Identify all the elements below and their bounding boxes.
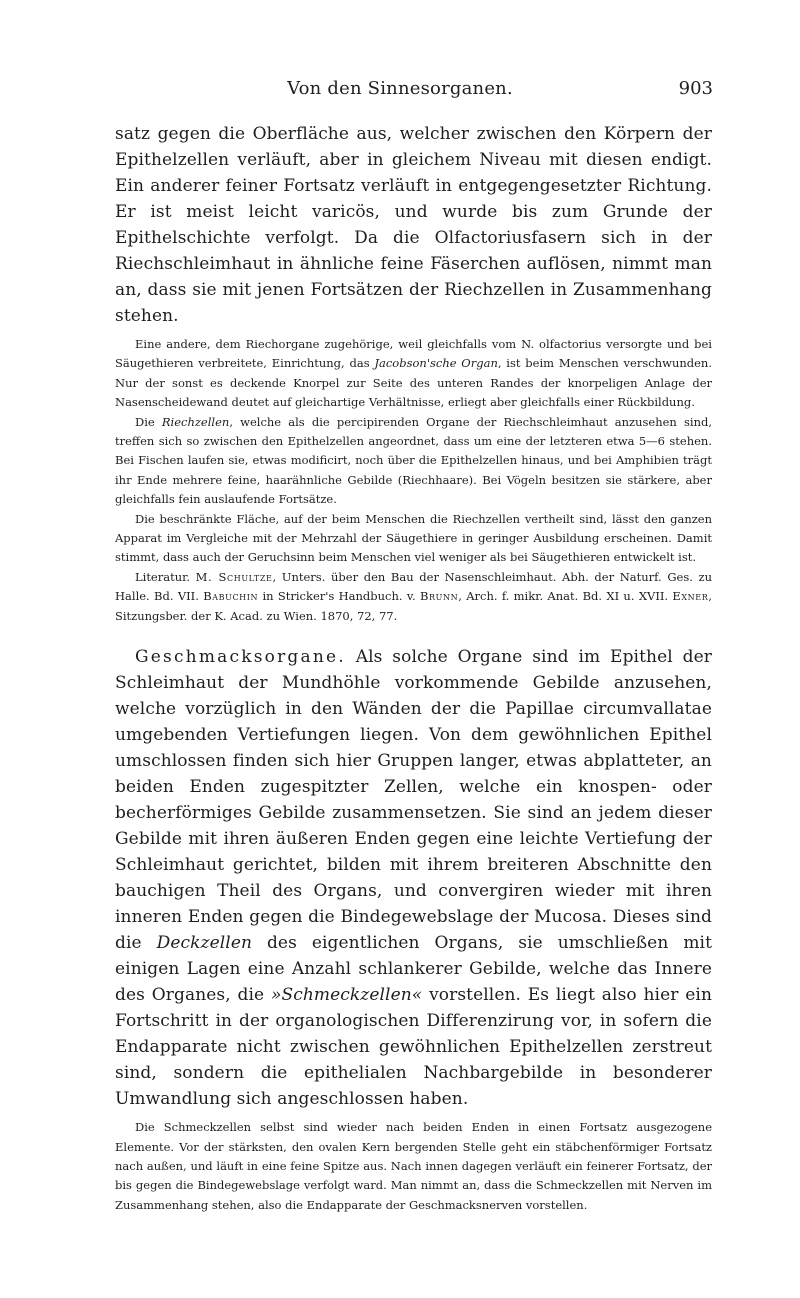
text-run: Eine andere, dem Riechorgane zugehörige, weil gleichfalls vom N. olfactorius versorgte und bei Säugethieren verbreitete, Einrichtung, das [115,337,712,371]
body-paragraph: satz gegen die Oberfläche aus, welcher zwischen den Körpern der Epithelzellen verläuft, aber in gleichem Niveau mit diesen endigt. Ein anderer feiner Fortsatz verläuft in entgegengesetzter Richtung. Er ist meist leicht varicös, und wurde bis zum Grunde der Epithelschichte verfolgt. Da die Olfactoriusfasern sich in der Riechschleimhaut in ähnliche feine Fäserchen auflösen, nimmt man an, dass sie mit jenen Fortsätzen der Riechzellen in Zusammenhang stehen. [115,124,712,326]
footnote-paragraph: Die Schmeckzellen selbst sind wieder nach beiden Enden in einen Fortsatz ausgezogene Elemente. Vor der stärksten, den ovalen Kern bergenden Stelle geht ein stäbchenförmiger Fortsatz nach außen, und läuft in eine feine Spitze aus. Nach innen dagegen verläuft ein feinerer Fortsatz, der bis gegen die Bindegewebslage verfolgt ward. Man nimmt an, dass die Schmeckzellen mit Nerven im Zusammenhang stehen, also die Endapparate der Geschmacksnerven vorstellen. [115,1120,712,1212]
author-name: Exner [672,589,709,604]
text-run: Als solche Organe sind im Epithel der Schleimhaut der Mundhöhle vorkommende Gebilde anzusehen, welche vorzüglich in den Wänden der die Papillae circumvallatae umgebenden Vertiefungen liegen. Von dem gewöhnlichen Epithel umschlossen finden sich hier Gruppen langer, etwas abplatteter, an beiden Enden zugespitzter Zellen, welche ein knospen- oder becherförmiges Gebilde zusammensetzen. Sie sind an jedem dieser Gebilde mit ihren äußeren Enden gegen eine leichte Vertiefung der Schleimhaut gerichtet, bilden mit ihrem breiteren Abschnitte den bauchigen Theil des Organs, und convergiren wieder mit ihren inneren Enden gegen die Bindegewebslage der Mucosa. Dieses sind die [115,647,712,954]
text-run: in Stricker's Handbuch. v. [258,589,420,604]
author-name: M. Schultze [195,569,273,584]
page-header [0,76,800,102]
text-run: , Arch. f. mikr. Anat. Bd. XI u. XVII. [458,589,673,604]
footnote-paragraph: Die beschränkte Fläche, auf der beim Menschen die Riechzellen vertheilt sind, lässt den ganzen Apparat im Vergleiche mit der Mehrzahl der Säugethiere in geringer Ausbildung erscheinen. Damit stimmt, dass auch der Geruchsinn beim Menschen viel weniger als bei Säugethieren entwickelt ist. [115,511,712,565]
section-heading: Geschmacksorgane. [135,647,346,668]
author-name: Brunn [420,589,459,604]
text-run: , Sitzungsber. der K. Acad. zu Wien. 1870, 72, 77. [115,589,713,623]
text-run: , welche als die percipirenden Organe der Riechschleimhaut anzusehen sind, treffen sich so zwischen den Epithelzellen angeordnet, dass um eine der letzteren etwa 5—6 stehen. Bei Fischen laufen sie, etwas modificirt, noch über die Epithelzellen hinaus, und bei Amphibien trägt ihr Ende mehrere feine, haarähnliche Gebilde (Riechhaare). Bei Vögeln besitzen sie stärkere, aber gleichfalls fein auslaufende Fortsätze. [115,414,712,507]
text-run: vorstellen. Es liegt also hier ein Fortschritt in der organologischen Differenzirung vor, in sofern die Endapparate nicht zwischen gewöhnlichen Epithelzellen zerstreut sind, sondern die epithelialen Nachbargebilde in besonderer Umwandlung sich angeschlossen haben. [115,985,712,1110]
italic-term: Riechzellen [161,414,230,429]
page-body [115,121,712,1215]
text-run: , ist beim Menschen verschwunden. Nur der sonst es deckende Knorpel zur Seite des unteren Randes der knorpeligen Anlage der Nasenscheidewand deutet auf gleichartige Verhältnisse, erliegt aber gleichfalls einer Rückbildung. [115,356,712,410]
footnote-paragraph [115,413,712,510]
literature-label: Literatur. [135,569,191,584]
page-number: 903 [678,78,713,99]
text-run: Die [135,414,162,429]
italic-term: »Schmeckzellen« [270,985,423,1006]
running-head: Von den Sinnesorganen. [287,78,513,99]
section-paragraph [115,644,712,1112]
italic-term: Jacobson'sche Organ [374,356,498,371]
italic-term: Deckzellen [156,933,253,954]
footnote-paragraph [115,335,712,413]
text-run: des eigentlichen Organs, sie umschließen mit einigen Lagen eine Anzahl schlankerer Gebilde, welche das Innere des Organes, die [115,933,713,1006]
literature-paragraph [115,568,712,626]
author-name: Babuchin [203,589,259,604]
text-run: , Unters. über den Bau der Nasenschleimhaut. Abh. der Naturf. Ges. zu Halle. Bd. VII. [115,569,712,604]
